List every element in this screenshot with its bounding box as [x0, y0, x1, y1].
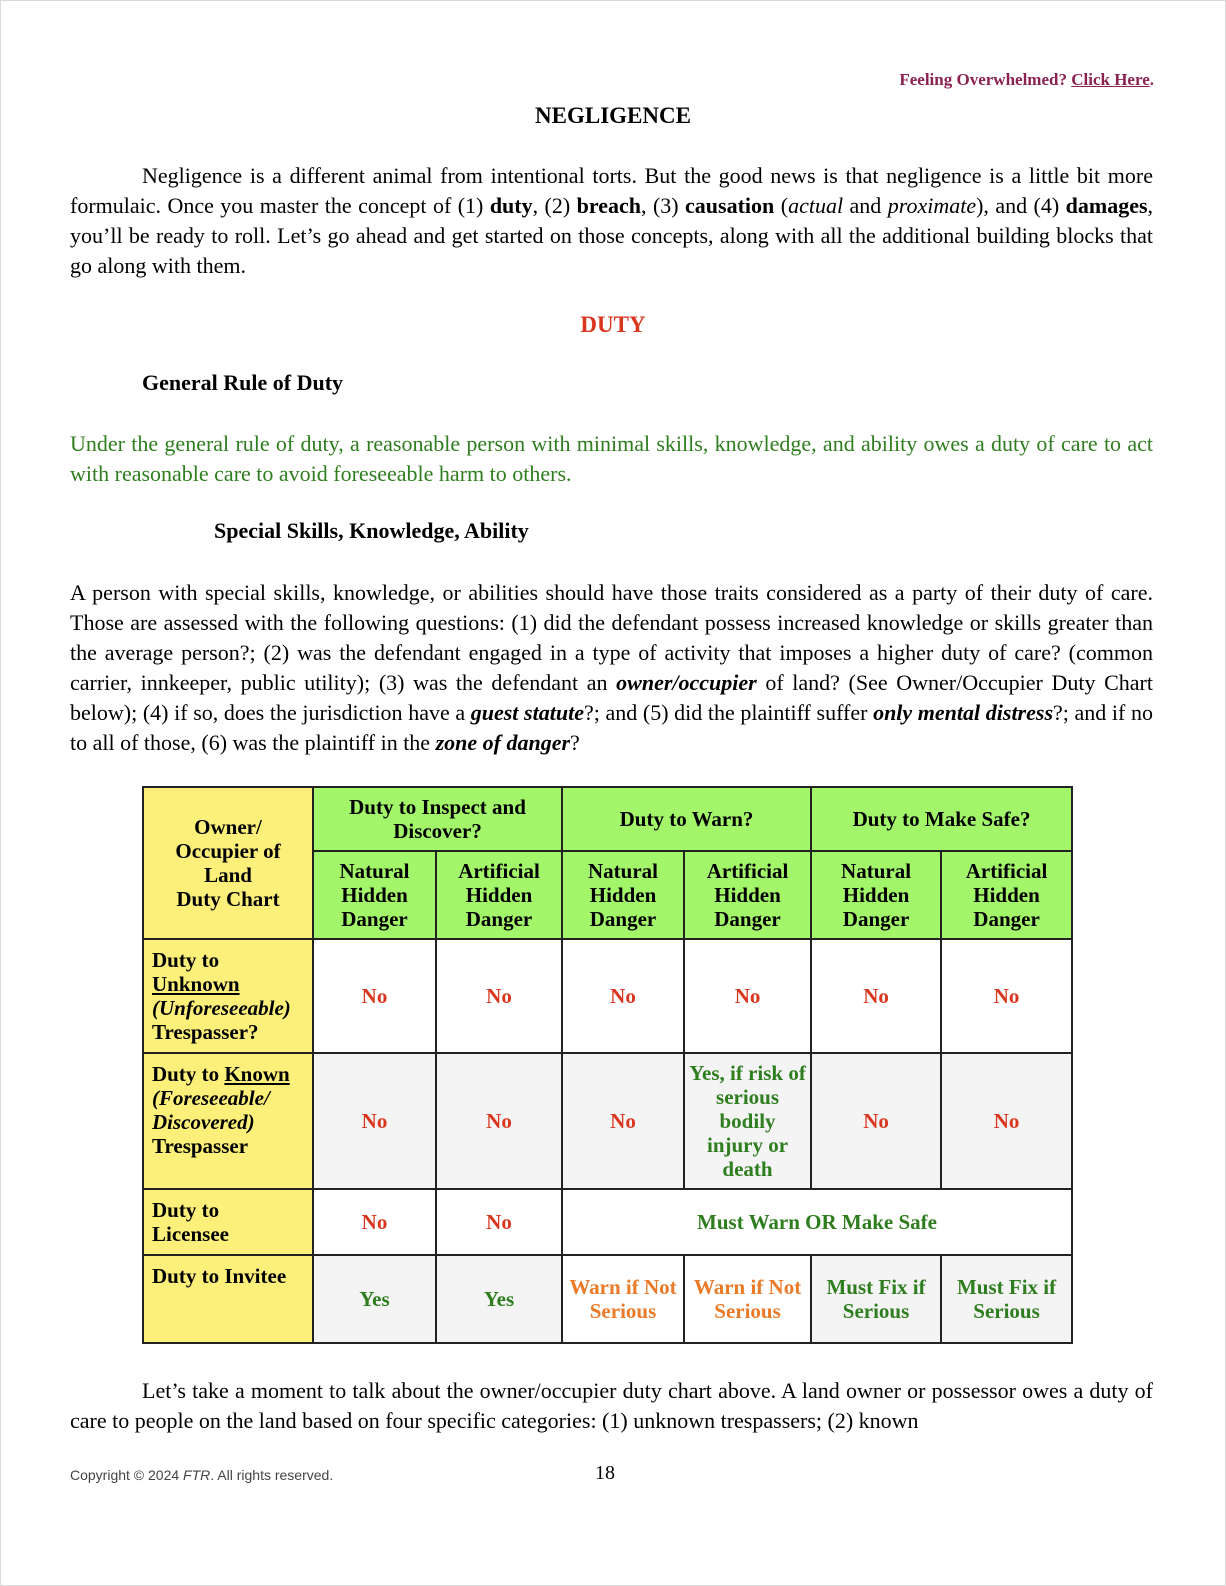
overwhelmed-banner: Feeling Overwhelmed? Click Here. [899, 70, 1154, 89]
intro-paragraph: Negligence is a different animal from intentional torts. But the good news is that negligence is a little bit more formulaic. Once you master the concept of (1) duty, (2) breach, (3) causation (actual and proximate), and (4) damages, you’ll be ready to roll. Let’s go ahead and get started on those concepts, along with all the additional building blocks that go along with them. [70, 163, 1154, 278]
subheader-natural: Natural Hidden Danger [562, 851, 684, 939]
chart-cell: No [436, 939, 562, 1053]
group-header-warn: Duty to Warn? [562, 787, 811, 851]
closing-paragraph: Let’s take a moment to talk about the owner/occupier duty chart above. A land owner or possessor owes a duty of care to people on the land based on four specific categories: (1) unknown trespassers; (2) known [70, 1378, 1153, 1433]
row-header-invitee: Duty to Invitee [143, 1255, 313, 1343]
click-here-link[interactable]: Click Here [1071, 70, 1150, 89]
chart-cell: No [562, 939, 684, 1053]
copyright-footer: Copyright © 2024 FTR. All rights reserved. [70, 1467, 334, 1483]
chart-corner-label: Owner/ Occupier of Land Duty Chart [143, 787, 313, 939]
chart-cell: Yes [313, 1255, 436, 1343]
chart-cell: No [941, 939, 1072, 1053]
owner-occupier-duty-chart [142, 786, 1073, 1344]
chart-cell: No [941, 1053, 1072, 1189]
chart-cell: No [684, 939, 811, 1053]
group-header-inspect: Duty to Inspect and Discover? [313, 787, 562, 851]
chart-cell: No [436, 1189, 562, 1255]
chart-cell: Warn if Not Serious [562, 1255, 684, 1343]
duty-heading: DUTY [580, 312, 646, 337]
special-skills-paragraph: A person with special skills, knowledge, or abilities should have those traits considered as a party of their duty of care. Those are assessed with the following questions: (1) did the defendant possess increased knowledge or skills greater than the average person?; (2) was the defendant engaged in a type of activity that imposes a higher duty of care? (common carrier, innkeeper, public utility); (3) was the defendant an owner/occupier of land? (See Owner/Occupier Duty Chart below); (4) if so, does the jurisdiction have a guest statute?; and (5) did the plaintiff suffer only mental distress?; and if no to all of those, (6) was the plaintiff in the zone of danger? [70, 580, 1153, 755]
chart-cell: Warn if Not Serious [684, 1255, 811, 1343]
chart-cell: Must Fix if Serious [941, 1255, 1072, 1343]
chart-cell: No [313, 1053, 436, 1189]
chart-cell: Must Fix if Serious [811, 1255, 941, 1343]
subheader-artificial: Artificial Hidden Danger [684, 851, 811, 939]
page-number: 18 [595, 1462, 615, 1484]
row-header-licensee: Duty to Licensee [143, 1189, 313, 1255]
chart-cell: Yes, if risk of serious bodily injury or death [684, 1053, 811, 1189]
subheader-natural: Natural Hidden Danger [811, 851, 941, 939]
special-skills-heading: Special Skills, Knowledge, Ability [214, 518, 529, 543]
general-rule-heading: General Rule of Duty [142, 370, 344, 395]
general-rule-text: Under the general rule of duty, a reasonable person with minimal skills, knowledge, and ability owes a duty of care to act with reasonable care to avoid foreseeable harm to others. [70, 431, 1153, 486]
chart-cell: No [811, 1053, 941, 1189]
subheader-artificial: Artificial Hidden Danger [436, 851, 562, 939]
chart-cell: No [313, 1189, 436, 1255]
chart-cell: No [562, 1053, 684, 1189]
row-header-unknown-trespasser: Duty to Unknown (Unforeseeable) Trespasser? [143, 939, 313, 1053]
chart-cell-merged: Must Warn OR Make Safe [562, 1189, 1072, 1255]
chart-cell: No [313, 939, 436, 1053]
chart-cell: No [811, 939, 941, 1053]
row-header-known-trespasser: Duty to Known (Foreseeable/ Discovered) Trespasser [143, 1053, 313, 1189]
subheader-artificial: Artificial Hidden Danger [941, 851, 1072, 939]
subheader-natural: Natural Hidden Danger [313, 851, 436, 939]
overwhelmed-text: Feeling Overwhelmed? [899, 70, 1067, 89]
group-header-make-safe: Duty to Make Safe? [811, 787, 1072, 851]
chart-cell: No [436, 1053, 562, 1189]
page-title: NEGLIGENCE [535, 103, 691, 128]
chart-cell: Yes [436, 1255, 562, 1343]
